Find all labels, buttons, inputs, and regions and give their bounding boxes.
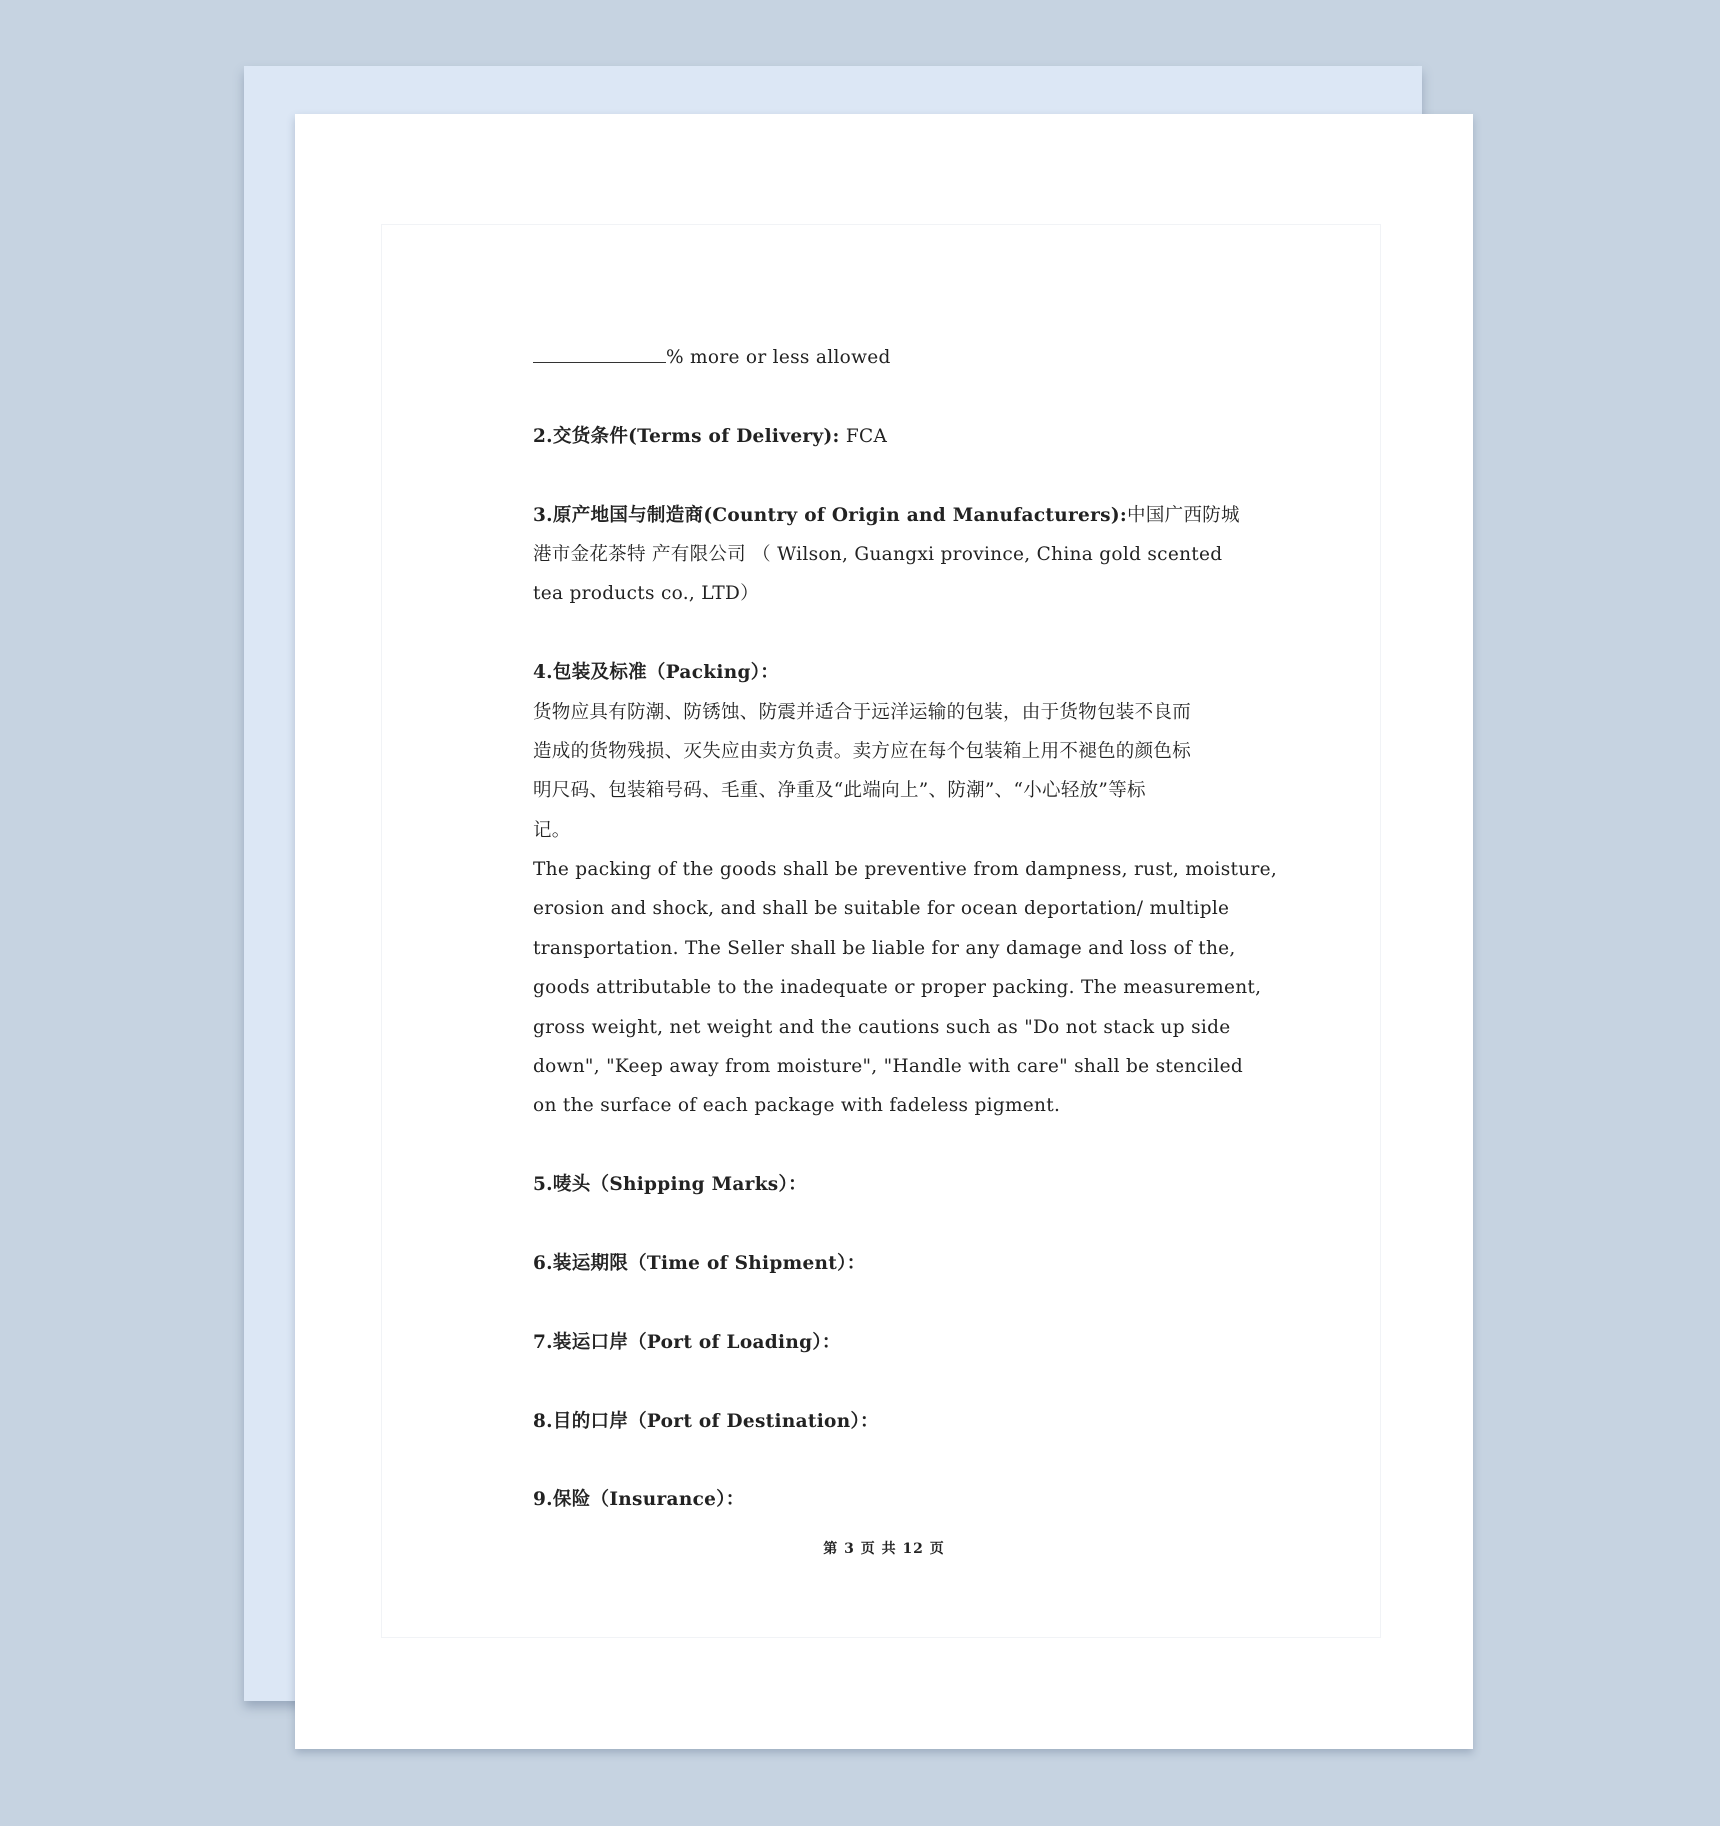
page-number-footer: 第 3 页 共 12 页 [823, 1541, 945, 1557]
packing-en-line-3: transportation. The Seller shall be liable for any damage and loss of the, [533, 937, 1236, 959]
packing-en-line-2: erosion and shock, and shall be suitable for ocean deportation/ multiple [533, 898, 1230, 920]
tolerance-text: % more or less allowed [666, 347, 891, 368]
page-body [533, 338, 1278, 1520]
packing-heading: 4.包装及标准（Packing）： [533, 662, 780, 684]
packing-cn-line-4: 记。 [533, 819, 571, 841]
packing-cn-line-2: 造成的货物残损、灭失应由卖方负责。卖方应在每个包装箱上用不褪色的颜色标 [533, 740, 1192, 762]
port-of-destination-heading: 8.目的口岸（Port of Destination）： [533, 1410, 879, 1432]
document-page [295, 114, 1473, 1749]
packing-cn-line-3: 明尺码、包装箱号码、毛重、净重及“此端向上”、防潮”、“小心轻放”等标 [533, 780, 1146, 802]
delivery-terms-value: FCA [839, 425, 888, 447]
port-of-loading-heading: 7.装运口岸（Port of Loading）： [533, 1331, 841, 1353]
origin-line-2: 港市金花茶特 产有限公司 （ Wilson, Guangxi province, China gold scented [533, 543, 1223, 565]
origin-line-1 [533, 496, 1241, 535]
delivery-terms-line [533, 417, 1241, 456]
origin-line-3: tea products co., LTD） [533, 583, 759, 605]
packing-en-line-5: gross weight, net weight and the cautions such as "Do not stack up side [533, 1016, 1231, 1038]
blank-fill-line [533, 348, 666, 363]
packing-cn-line-1: 货物应具有防潮、防锈蚀、防震并适合于远洋运输的包装，由于货物包装不良而 [533, 701, 1192, 723]
delivery-terms-heading: 2.交货条件(Terms of Delivery): [533, 425, 840, 447]
insurance-heading: 9.保险（Insurance）： [533, 1489, 745, 1511]
packing-en-line-4: goods attributable to the inadequate or proper packing. The measurement, [533, 977, 1262, 999]
shipment-time-heading: 6.装运期限（Time of Shipment）： [533, 1252, 866, 1274]
quantity-tolerance-line [533, 338, 1241, 377]
packing-en-line-1: The packing of the goods shall be preventive from dampness, rust, moisture, [533, 859, 1278, 881]
shipping-marks-heading: 5.唛头（Shipping Marks）： [533, 1174, 807, 1196]
packing-en-line-7: on the surface of each package with fadeless pigment. [533, 1095, 1061, 1117]
origin-heading: 3.原产地国与制造商(Country of Origin and Manufacturers): [533, 504, 1128, 526]
origin-value: 中国广西防城 [1127, 504, 1240, 526]
packing-en-line-6: down", "Keep away from moisture", "Handle with care" shall be stenciled [533, 1056, 1244, 1078]
